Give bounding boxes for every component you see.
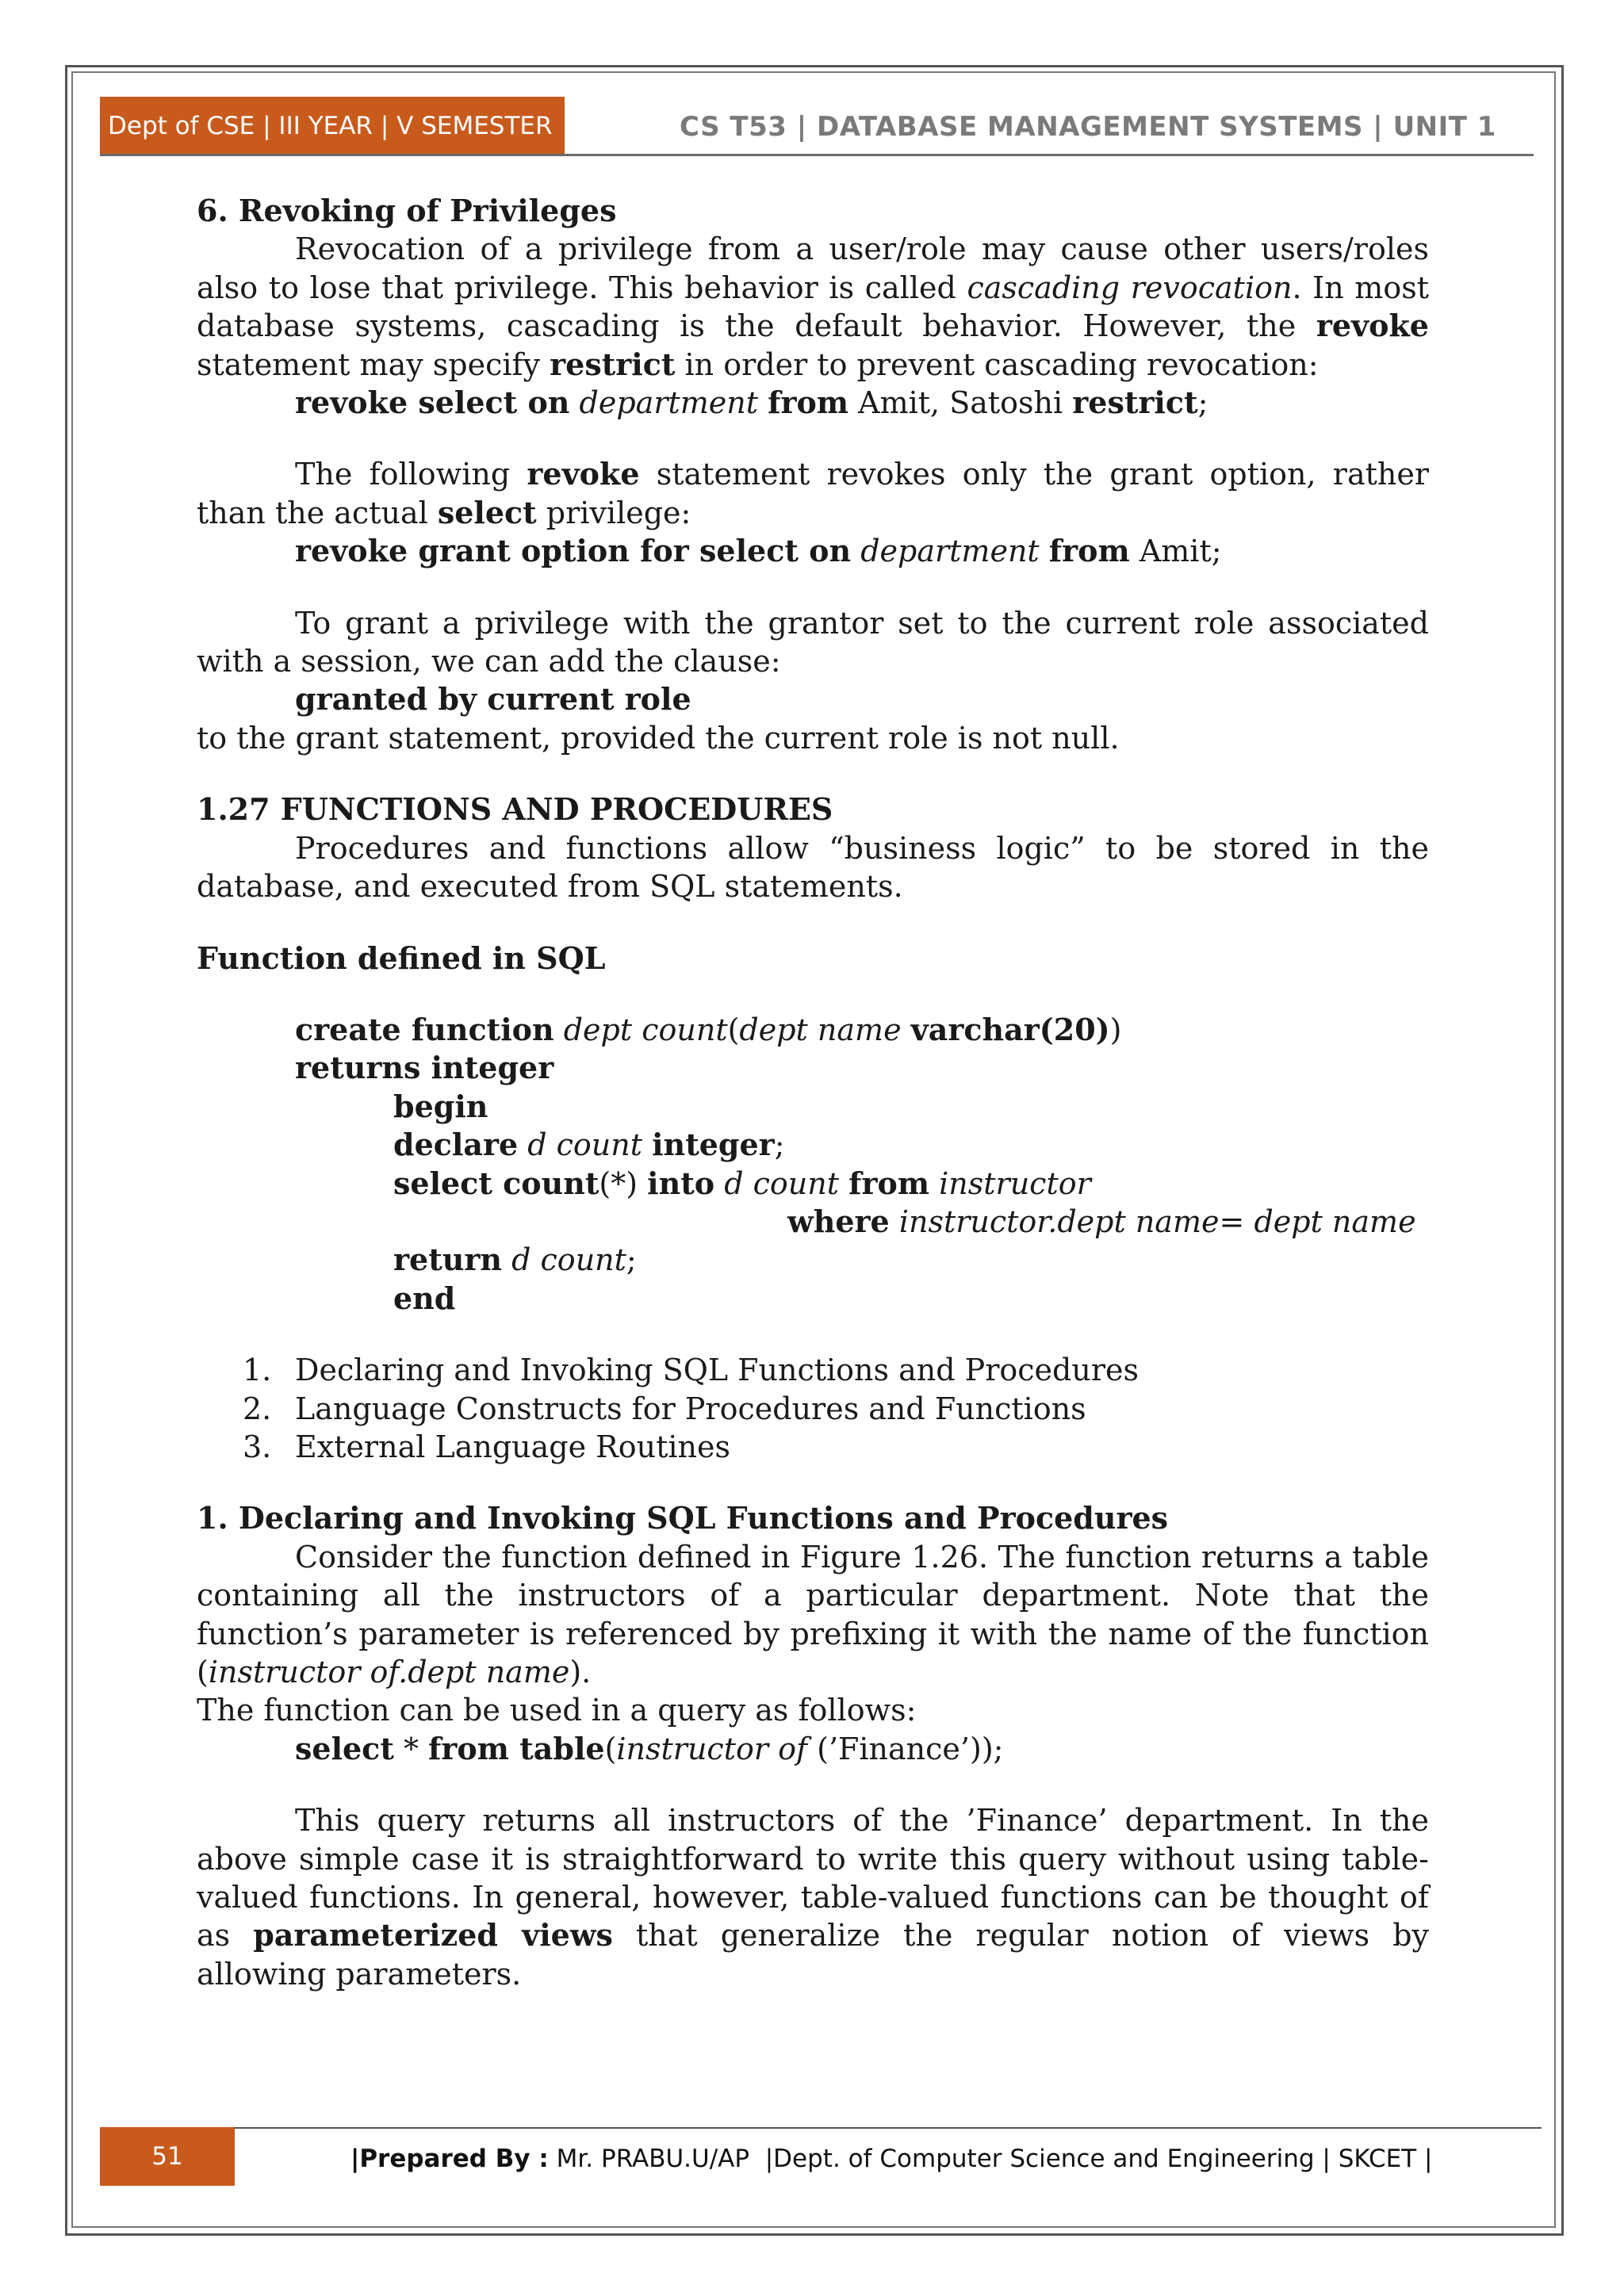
list-item: 1. Declaring and Invoking SQL Functions and Procedures <box>243 1353 1139 1388</box>
paragraph: to the grant statement, provided the current role is not null. <box>197 720 1120 756</box>
paragraph: Revocation of a privilege from a user/role may cause other users/roles also to lose that privilege. This behavior is called cascading revocation. In most database systems, cascading is the default behavior. However, the revoke statement may specify restrict in order to prevent cascading revocation: <box>197 232 1429 382</box>
footer-prepared-by: |Prepared By : Mr. PRABU.U/AP |Dept. of Computer Science and Engineering | SKCET | <box>350 2145 1433 2173</box>
header-dept-label: Dept of CSE | III YEAR | V SEMESTER <box>100 97 565 155</box>
paragraph: The following revoke statement revokes only the grant option, rather than the actual select privilege: <box>197 456 1430 530</box>
page-number: 51 <box>100 2127 235 2186</box>
paragraph: This query returns all instructors of the ’Finance’ department. In the above simple case it is straightforward to write this query without using table-valued functions. In general, however, table-valued functions can be thought of as parameterized views that generalize the regular notion of views by allowing parameters. <box>197 1803 1429 1992</box>
code-line: return d count; <box>393 1242 637 1278</box>
subheading-function-defined: Function defined in SQL <box>197 939 606 976</box>
topics-list <box>197 1351 1429 1466</box>
code-line: where instructor.dept name= dept name <box>787 1203 1416 1239</box>
paragraph: To grant a privilege with the grantor set to the current role associated with a session, we can add the clause: <box>197 605 1429 679</box>
code-line: select count(*) into d count from instructor <box>393 1165 1091 1201</box>
list-item: 2. Language Constructs for Procedures and Functions <box>243 1391 1086 1426</box>
code-line: revoke grant option for select on department from Amit; <box>295 533 1222 569</box>
section-heading-functions: 1.27 FUNCTIONS AND PROCEDURES <box>197 791 833 828</box>
code-line: select * from table(instructor of (’Finance’)); <box>295 1730 1004 1766</box>
section-heading-revoking: 6. Revoking of Privileges <box>197 193 617 228</box>
paragraph: The function can be used in a query as follows: <box>197 1693 917 1728</box>
paragraph: Procedures and functions allow “business logic” to be stored in the database, and executed from SQL statements. <box>197 830 1429 905</box>
code-line: begin <box>393 1088 488 1124</box>
code-line: end <box>393 1280 456 1316</box>
code-line: create function dept count(dept name varchar(20)) <box>295 1011 1122 1047</box>
footer-rule <box>235 2127 1542 2129</box>
code-line: revoke select on department from Amit, Satoshi restrict; <box>295 385 1208 421</box>
page-content <box>197 192 1429 1993</box>
code-line: returns integer <box>295 1050 554 1086</box>
paragraph: Consider the function defined in Figure 1.26. The function returns a table containing all the instructors of a particular department. Note that the function’s parameter is referenced by prefixing it with the name of the function (instructor of.dept name). <box>197 1539 1429 1689</box>
list-item: 3. External Language Routines <box>243 1429 731 1464</box>
code-block-function <box>197 1011 1429 1318</box>
section-heading-declaring: 1. Declaring and Invoking SQL Functions and Procedures <box>197 1500 1169 1536</box>
code-line: declare d count integer; <box>393 1127 785 1163</box>
header-course-title: CS T53 | DATABASE MANAGEMENT SYSTEMS | UNIT 1 <box>680 111 1496 143</box>
code-line: granted by current role <box>295 681 691 718</box>
header-rule <box>100 154 1534 156</box>
